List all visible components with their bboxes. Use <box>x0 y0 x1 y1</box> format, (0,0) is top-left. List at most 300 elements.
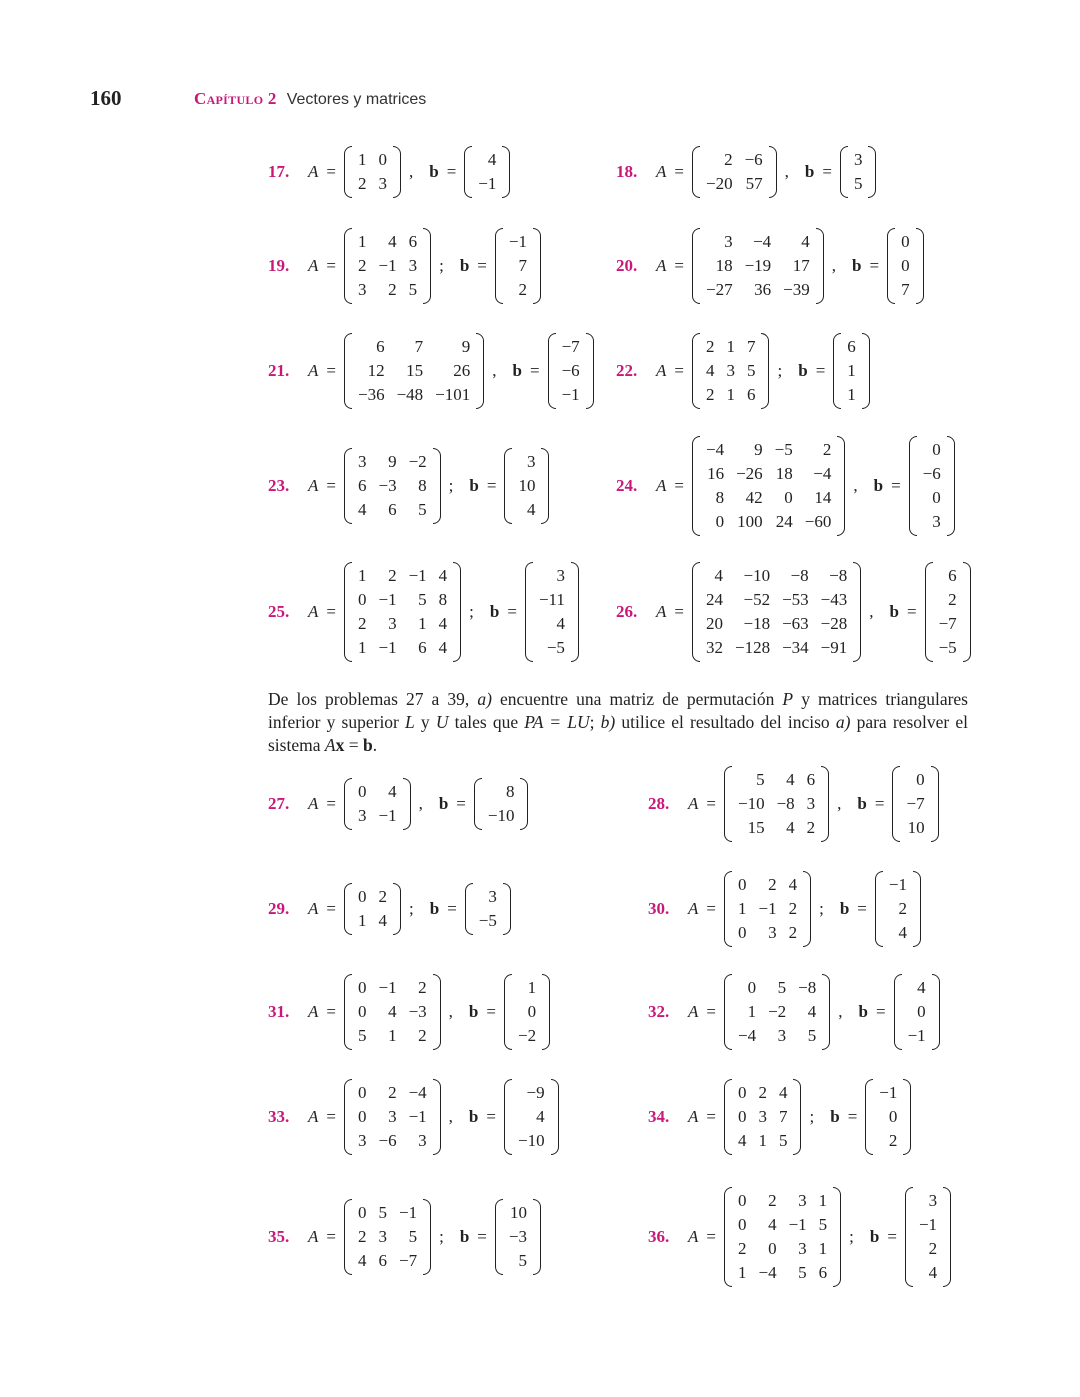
matrix-body <box>352 1201 423 1273</box>
matrix-entry: 0 <box>737 1215 747 1234</box>
matrix-entry: 5 <box>378 1203 387 1222</box>
matrix-entry: 3 <box>357 280 367 299</box>
matrix-entry: −28 <box>820 614 848 633</box>
left-paren <box>724 1187 732 1287</box>
instr-A: A <box>324 735 336 755</box>
matrix-A-label: A <box>688 899 699 918</box>
problem-number: 28. <box>648 794 670 813</box>
matrix-entry: −10 <box>737 794 765 813</box>
equals-sign: = <box>477 256 487 275</box>
matrix-entry: −5 <box>774 440 793 459</box>
vector-b <box>894 974 940 1050</box>
matrix-entry: 2 <box>948 590 957 609</box>
vector-b-label: b <box>468 1002 479 1021</box>
matrix-row <box>700 148 769 172</box>
vector-b <box>504 974 550 1050</box>
matrix-row <box>512 1129 551 1153</box>
matrix-body <box>503 230 533 302</box>
right-paren <box>520 778 528 830</box>
matrix-entry: 0 <box>901 256 910 275</box>
matrix-A <box>692 562 861 662</box>
matrix-body <box>841 335 862 407</box>
separator: , <box>448 1107 453 1126</box>
problem-number: 18. <box>616 162 638 181</box>
separator: , <box>869 602 874 621</box>
matrix-entry: 9 <box>461 337 471 356</box>
matrix-row <box>556 335 586 359</box>
separator: ; <box>809 1107 815 1126</box>
matrix-entry: 4 <box>487 150 497 169</box>
matrix-A <box>344 333 484 409</box>
matrix-entry: −2 <box>517 1026 537 1045</box>
left-paren <box>504 1079 512 1155</box>
matrix-A <box>692 333 770 409</box>
matrix-entry: −6 <box>378 1131 397 1150</box>
problem-number: 35. <box>268 1227 290 1246</box>
matrix-row <box>352 885 393 909</box>
matrix-row <box>883 897 913 921</box>
matrix-row <box>352 335 476 359</box>
right-paren <box>833 1187 841 1287</box>
left-paren <box>464 146 472 198</box>
matrix-body <box>732 873 803 945</box>
vector-b <box>474 778 529 830</box>
matrix-entry: 16 <box>707 464 725 483</box>
matrix-entry: 5 <box>818 1215 828 1234</box>
matrix-body <box>873 1081 903 1153</box>
equals-sign: = <box>326 476 336 495</box>
matrix-row <box>732 976 822 1000</box>
matrix-entry: 4 <box>388 1002 397 1021</box>
matrix-row <box>917 462 947 486</box>
left-paren <box>344 883 352 935</box>
matrix-body <box>933 564 963 660</box>
equals-sign: = <box>815 361 826 380</box>
left-paren <box>892 766 900 842</box>
matrix-row <box>841 359 862 383</box>
matrix-entry: 2 <box>888 1131 898 1150</box>
right-paren <box>837 436 845 536</box>
matrix-row <box>732 1213 833 1237</box>
matrix-entry: 4 <box>438 638 448 657</box>
matrix-entry: 2 <box>768 1191 777 1210</box>
right-paren <box>853 562 861 662</box>
left-paren <box>905 1187 913 1287</box>
matrix-row <box>700 254 816 278</box>
matrix-entry: 5 <box>357 1026 367 1045</box>
vector-b-label: b <box>889 602 899 621</box>
matrix-entry: −1 <box>408 566 427 585</box>
matrix-row <box>352 383 476 407</box>
matrix-entry: 2 <box>737 1239 747 1258</box>
matrix-entry: 18 <box>715 256 733 275</box>
matrix-entry: 9 <box>388 452 397 471</box>
matrix-entry: −6 <box>922 464 941 483</box>
matrix-entry: 4 <box>536 1107 545 1126</box>
matrix-entry: −26 <box>736 464 763 483</box>
matrix-entry: −7 <box>561 337 580 356</box>
right-paren <box>433 974 441 1050</box>
matrix-row <box>902 1000 932 1024</box>
vector-b <box>925 562 971 662</box>
matrix-entry: 6 <box>376 337 385 356</box>
vector-b <box>495 228 541 304</box>
matrix-row <box>482 780 521 804</box>
matrix-entry: 0 <box>768 1239 777 1258</box>
vector-b-label: b <box>852 256 862 275</box>
matrix-entry: 4 <box>388 782 397 801</box>
matrix-entry: 7 <box>414 337 424 356</box>
matrix-row <box>732 1000 822 1024</box>
matrix-entry: −128 <box>734 638 771 657</box>
vector-b <box>525 562 579 662</box>
matrix-body <box>700 438 837 534</box>
vector-b <box>495 1199 541 1275</box>
left-paren <box>692 562 700 662</box>
matrix-row <box>848 172 869 196</box>
matrix-row <box>700 172 769 196</box>
matrix-entry: −48 <box>396 385 424 404</box>
chapter-title: Vectores y matrices <box>286 91 427 108</box>
matrix-body <box>512 976 542 1048</box>
equals-sign: = <box>891 476 901 495</box>
matrix-row <box>472 172 502 196</box>
matrix-entry: 8 <box>505 782 515 801</box>
matrix-row <box>732 1105 794 1129</box>
matrix-entry: −1 <box>378 978 397 997</box>
right-paren <box>963 562 971 662</box>
matrix-entry: −7 <box>398 1251 418 1270</box>
equals-sign: = <box>326 1107 336 1126</box>
problem <box>268 333 594 409</box>
matrix-entry: −2 <box>408 452 427 471</box>
matrix-row <box>352 1249 423 1273</box>
matrix-row <box>732 1024 822 1048</box>
matrix-entry: −4 <box>758 1263 777 1282</box>
matrix-row <box>700 486 837 510</box>
vector-b-label: b <box>438 794 449 813</box>
matrix-entry: 0 <box>357 782 367 801</box>
right-paren <box>903 1079 911 1155</box>
matrix-A-label: A <box>308 1107 319 1126</box>
matrix-body <box>700 335 762 407</box>
matrix-body <box>352 230 423 302</box>
matrix-row <box>933 636 963 660</box>
matrix-row <box>883 921 913 945</box>
matrix-row <box>556 383 586 407</box>
matrix-entry: −6 <box>561 361 580 380</box>
matrix-row <box>352 564 453 588</box>
equals-sign: = <box>486 1107 496 1126</box>
vector-b <box>909 436 955 536</box>
problem-number: 34. <box>648 1107 670 1126</box>
left-paren <box>925 562 933 662</box>
right-paren <box>433 448 441 524</box>
matrix-entry: −1 <box>888 875 907 894</box>
separator: , <box>408 162 414 181</box>
matrix-entry: −27 <box>705 280 733 299</box>
right-paren <box>803 871 811 947</box>
matrix-row <box>700 335 762 359</box>
matrix-entry: 3 <box>798 1239 807 1258</box>
matrix-entry: −8 <box>829 566 848 585</box>
problem-number: 25. <box>268 602 290 621</box>
matrix-entry: 5 <box>746 361 756 380</box>
matrix-entry: 3 <box>526 452 536 471</box>
vector-b <box>464 146 510 198</box>
left-paren <box>344 228 352 304</box>
vector-b-label: b <box>873 476 884 495</box>
right-paren <box>542 974 550 1050</box>
left-paren <box>344 333 352 409</box>
matrix-entry: 1 <box>357 566 367 585</box>
matrix-entry: −5 <box>938 638 957 657</box>
matrix-entry: −3 <box>378 476 397 495</box>
matrix-entry: 100 <box>737 512 763 531</box>
matrix-row <box>933 612 963 636</box>
matrix-row <box>352 230 423 254</box>
matrix-entry: 5 <box>408 280 418 299</box>
equals-sign: = <box>507 602 517 621</box>
instr-text: y <box>414 712 436 732</box>
matrix-body <box>732 768 821 840</box>
right-paren <box>769 146 777 198</box>
page-number: 160 <box>90 86 122 110</box>
equals-sign: = <box>326 162 336 181</box>
equals-sign: = <box>875 1002 886 1021</box>
matrix-entry: −5 <box>478 911 497 930</box>
matrix-entry: 3 <box>408 256 418 275</box>
equals-sign: = <box>906 602 917 621</box>
equals-sign: = <box>706 1107 716 1126</box>
matrix-A-label: A <box>308 256 319 275</box>
matrix-A-label: A <box>688 794 699 813</box>
matrix-entry: 4 <box>786 770 795 789</box>
matrix-entry: 5 <box>778 1131 788 1150</box>
matrix-entry: 7 <box>518 256 527 275</box>
matrix-row <box>873 1129 903 1153</box>
matrix-entry: 5 <box>408 1227 418 1246</box>
vector-b <box>905 1187 951 1287</box>
matrix-row <box>352 359 476 383</box>
matrix-entry: 3 <box>768 923 777 942</box>
problem <box>268 974 550 1050</box>
matrix-entry: 6 <box>408 232 418 251</box>
matrix-entry: 0 <box>357 1203 367 1222</box>
separator: , <box>853 476 858 495</box>
right-paren <box>502 146 510 198</box>
matrix-row <box>900 792 930 816</box>
equals-sign: = <box>706 1002 716 1021</box>
matrix-entry: 3 <box>378 174 387 193</box>
matrix-A <box>344 778 411 830</box>
problem <box>268 562 579 662</box>
problem <box>648 766 939 842</box>
left-paren <box>909 436 917 536</box>
matrix-row <box>917 486 947 510</box>
problem-number: 23. <box>268 476 290 495</box>
problem-number: 17. <box>268 162 290 181</box>
equals-sign: = <box>326 794 336 813</box>
matrix-body <box>533 564 571 660</box>
right-paren <box>571 562 579 662</box>
matrix-row <box>732 768 821 792</box>
matrix-entry: 2 <box>357 1227 367 1246</box>
matrix-row <box>352 474 433 498</box>
instr-text: para resolver el sistema <box>268 712 968 755</box>
left-paren <box>344 778 352 830</box>
matrix-row <box>933 564 963 588</box>
matrix-entry: 4 <box>768 1215 777 1234</box>
matrix-entry: −39 <box>783 280 810 299</box>
vector-b <box>887 228 924 304</box>
matrix-entry: 1 <box>388 1026 397 1045</box>
matrix-row <box>512 1000 542 1024</box>
problem-number: 20. <box>616 256 638 275</box>
matrix-entry: 5 <box>418 590 427 609</box>
matrix-entry: 24 <box>705 590 723 609</box>
equals-sign: = <box>477 1227 487 1246</box>
matrix-row <box>732 921 803 945</box>
matrix-row <box>556 359 586 383</box>
matrix-A-label: A <box>688 1002 699 1021</box>
matrix-entry: 2 <box>378 887 387 906</box>
matrix-row <box>700 230 816 254</box>
right-paren <box>453 562 461 662</box>
right-paren <box>761 333 769 409</box>
matrix-row <box>700 612 853 636</box>
vector-b <box>892 766 938 842</box>
matrix-entry: 0 <box>357 978 367 997</box>
matrix-row <box>512 976 542 1000</box>
right-paren <box>476 333 484 409</box>
matrix-A <box>344 883 401 935</box>
matrix-A-label: A <box>656 602 667 621</box>
equals-sign: = <box>456 794 466 813</box>
equals-sign: = <box>706 1227 716 1246</box>
matrix-entry: 8 <box>715 488 725 507</box>
equals-sign: = <box>706 794 716 813</box>
matrix-entry: 2 <box>418 1026 427 1045</box>
right-paren <box>503 883 511 935</box>
matrix-entry: −5 <box>546 638 565 657</box>
matrix-row <box>732 897 803 921</box>
matrix-entry: 2 <box>758 1083 767 1102</box>
matrix-A-label: A <box>308 794 319 813</box>
matrix-entry: 3 <box>488 887 497 906</box>
separator: , <box>784 162 789 181</box>
matrix-entry: −91 <box>820 638 848 657</box>
matrix-row <box>473 909 503 933</box>
matrix-entry: 4 <box>438 614 448 633</box>
matrix-entry: 4 <box>388 232 397 251</box>
instr-L: L <box>405 712 415 732</box>
matrix-entry: 17 <box>792 256 810 275</box>
right-paren <box>423 228 431 304</box>
instr-PA-LU: PA = LU <box>524 712 590 732</box>
right-paren <box>533 228 541 304</box>
instr-P: P <box>782 689 794 709</box>
separator: ; <box>819 899 824 918</box>
problem-number: 27. <box>268 794 290 813</box>
separator: ; <box>408 899 414 918</box>
matrix-entry: 4 <box>705 361 715 380</box>
matrix-entry: 4 <box>378 911 387 930</box>
matrix-entry: 0 <box>737 923 747 942</box>
matrix-entry: 7 <box>901 280 910 299</box>
matrix-row <box>913 1261 943 1285</box>
matrix-entry: −4 <box>753 232 772 251</box>
matrix-entry: 1 <box>357 150 367 169</box>
matrix-row <box>352 588 453 612</box>
matrix-entry: −4 <box>813 464 832 483</box>
matrix-entry: 3 <box>726 361 735 380</box>
matrix-row <box>352 976 433 1000</box>
left-paren <box>344 1199 352 1275</box>
matrix-A <box>692 146 777 198</box>
matrix-row <box>900 816 930 840</box>
matrix-entry: 4 <box>714 566 723 585</box>
matrix-A-label: A <box>308 899 319 918</box>
matrix-row <box>913 1189 943 1213</box>
matrix-body <box>732 1081 794 1153</box>
matrix-entry: 1 <box>357 232 367 251</box>
vector-b-label: b <box>798 361 808 380</box>
matrix-row <box>732 1189 833 1213</box>
matrix-entry: 2 <box>418 978 427 997</box>
vector-b-label: b <box>459 256 470 275</box>
problem <box>616 228 924 304</box>
vector-b-label: b <box>489 602 500 621</box>
matrix-entry: 2 <box>788 923 798 942</box>
matrix-entry: 3 <box>806 794 816 813</box>
matrix-entry: 3 <box>378 1227 387 1246</box>
separator: , <box>838 1002 843 1021</box>
right-paren <box>916 228 924 304</box>
matrix-entry: 4 <box>898 923 907 942</box>
matrix-entry: −1 <box>378 256 397 275</box>
problem <box>648 1187 951 1287</box>
matrix-entry: −7 <box>906 794 925 813</box>
left-paren <box>724 974 732 1050</box>
problem <box>268 1199 541 1275</box>
matrix-body <box>352 450 433 522</box>
matrix-row <box>900 768 930 792</box>
vector-b-label: b <box>429 162 439 181</box>
matrix-entry: 36 <box>754 280 772 299</box>
matrix-row <box>512 498 541 522</box>
matrix-body <box>917 438 947 534</box>
matrix-body <box>556 335 586 407</box>
left-paren <box>724 1079 732 1155</box>
left-paren <box>344 146 352 198</box>
left-paren <box>344 448 352 524</box>
problem-number: 21. <box>268 361 290 380</box>
matrix-row <box>352 254 423 278</box>
equals-sign: = <box>674 256 684 275</box>
matrix-body <box>352 148 393 196</box>
equals-sign: = <box>326 602 336 621</box>
matrix-entry: 3 <box>357 806 367 825</box>
separator: ; <box>448 476 454 495</box>
matrix-entry: 24 <box>775 512 793 531</box>
matrix-row <box>732 816 821 840</box>
matrix-entry: −9 <box>526 1083 545 1102</box>
left-paren <box>504 448 512 524</box>
matrix-body <box>895 230 916 302</box>
vector-b <box>840 146 877 198</box>
matrix-entry: 3 <box>724 232 733 251</box>
